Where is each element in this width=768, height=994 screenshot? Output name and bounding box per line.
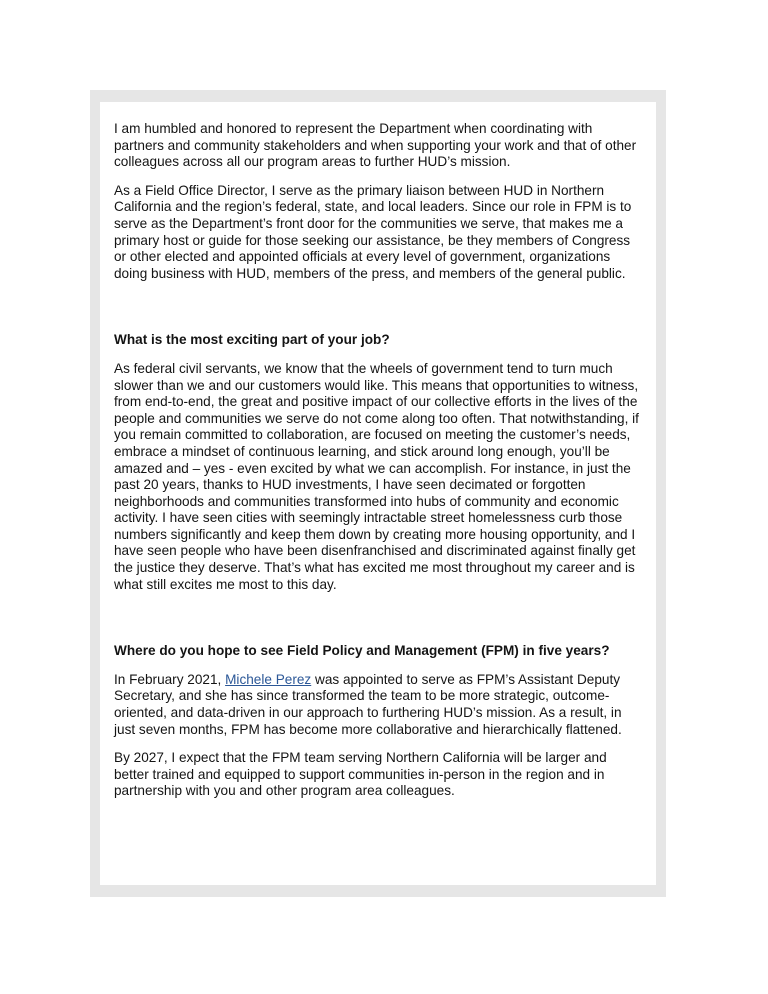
paragraph-field-office-director: As a Field Office Director, I serve as the primary liaison between HUD in Northern California and the region’s federal, state, and local leaders. Since our role in FPM is to serve as the Department’s front door for the communities we serve, that makes me a primary host or guide for those seeking our assistance, be they members of Congress or other elected and appointed officials at every level of government, organizations doing business with HUD, members of the press, and members of the general public. [114,182,632,281]
paragraph-text: was appointed to serve as FPM’s Assistant Deputy Secretary, and she has since transformed the team to be more strategic, outcome-oriented, and data-driven in our approach to furthering HUD’s mission. As a result, in just seven months, FPM has become more collaborative and hierarchically flattened. [114,671,622,737]
paragraph-michele-perez [114,672,644,738]
paragraph-exciting-part: As federal civil servants, we know that the wheels of government tend to turn much slower than we and our customers would like. This means that opportunities to witness, from end-to-end, the great and positive impact of our collective efforts in the lives of the people and communities we serve do not come along too often. That notwithstanding, if you remain committed to collaboration, are focused on meeting the customer’s needs, embrace a mindset of continuous learning, and stick around long enough, you’ll be amazed and – yes - even excited by what we can accomplish. For instance, in just the past 20 years, thanks to HUD investments, I have seen decimated or forgotten neighborhoods and communities transformed into hubs of community and economic activity. I have seen cities with seemingly intractable street homelessness curb those numbers significantly and keep them down by creating more housing opportunity, and I have seen people who have been disenfranchised and discriminated against finally get the justice they deserve. That’s what has excited me most throughout my career and is what still excites me most to this day. [114,360,639,592]
paragraph-text: In February 2021, [114,671,226,687]
paragraph-role: I am humbled and honored to represent the Department when coordinating with partners and community stakeholders and when supporting your work and that of other colleagues across all our program areas to further HUD’s mission. [114,121,637,170]
michele-perez-link[interactable]: Michele Perez [225,671,312,687]
document-frame [90,90,666,897]
section-spacer [114,294,644,332]
paragraph-2027-outlook: By 2027, I expect that the FPM team serving Northern California will be larger and better trained and equipped to support communities in-person in the region and in partnership with you and other program area colleagues. [114,750,607,799]
document-body [100,102,656,885]
heading-five-years: Where do you hope to see Field Policy and Management (FPM) in five years? [114,643,610,659]
section-spacer [114,605,644,643]
heading-exciting-part: What is the most exciting part of your job? [114,332,390,348]
